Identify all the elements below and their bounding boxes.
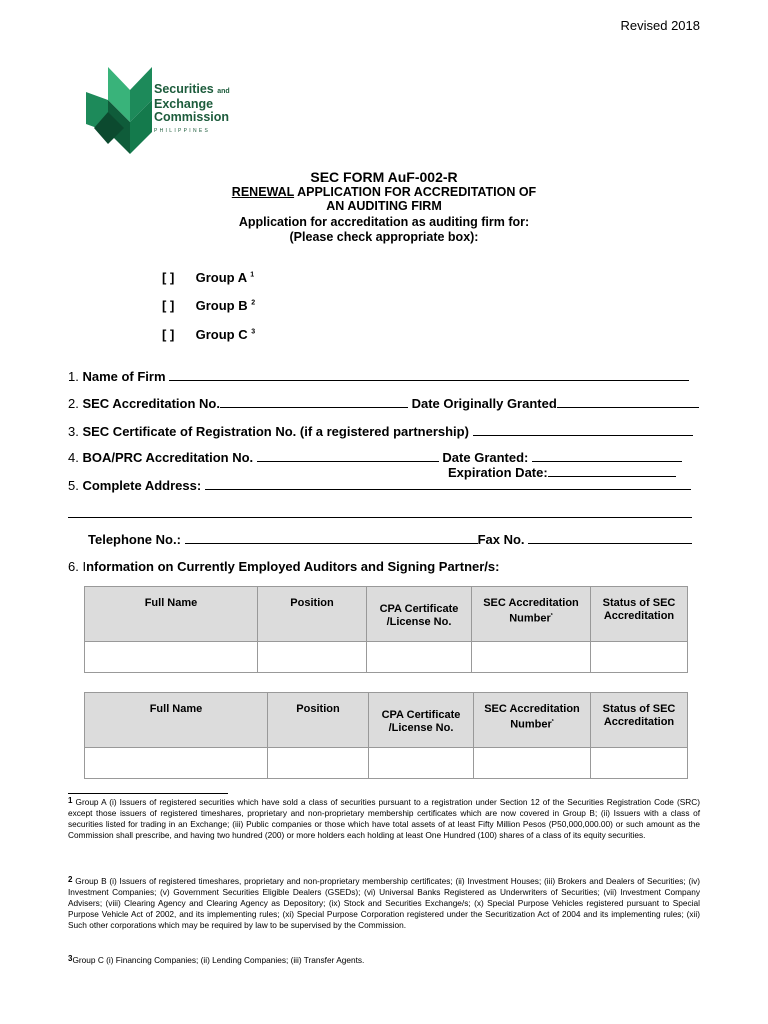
col-sec-accreditation: SEC Accreditation Number* <box>472 587 591 642</box>
col-sec-accreditation: SEC Accreditation Number* <box>474 693 591 748</box>
table-cell[interactable] <box>474 748 591 779</box>
table-cell[interactable] <box>472 642 591 673</box>
footnote-divider <box>68 793 228 794</box>
col-cpa-license: CPA Certificate /License No. <box>369 693 474 748</box>
table-row <box>85 642 688 673</box>
col-status: Status of SEC Accreditation <box>591 693 688 748</box>
table-cell[interactable] <box>268 748 369 779</box>
sec-logo-mark-icon <box>80 62 160 162</box>
footnote-3: $^3$Group C (i) Financing Companies; (ii) Lending Companies; (iii) Transfer Agents. <box>68 954 365 965</box>
telephone-fax-field: Telephone No.: Fax No. <box>88 532 692 547</box>
application-instructions: Application for accreditation as auditing firm for: (Please check appropriate box): <box>238 215 530 244</box>
table-cell[interactable] <box>258 642 367 673</box>
complete-address-input[interactable] <box>205 478 691 490</box>
table-cell[interactable] <box>369 748 474 779</box>
fax-input[interactable] <box>528 532 692 544</box>
sec-certificate-field: 3. SEC Certificate of Registration No. (if a registered partnership) <box>68 424 693 439</box>
sec-logo <box>66 52 244 156</box>
table-cell[interactable] <box>591 642 688 673</box>
boa-prc-field: 4. BOA/PRC Accreditation No. Date Granted: <box>68 450 682 465</box>
table-cell[interactable] <box>85 748 268 779</box>
col-position: Position <box>258 587 367 642</box>
address-line-2-input[interactable] <box>68 506 692 518</box>
sec-accreditation-field: 2. SEC Accreditation No. Date Originally Granted <box>68 396 699 411</box>
revised-date: Revised 2018 <box>620 18 700 33</box>
name-of-firm-input[interactable] <box>169 369 689 381</box>
footnote-1: $^1$ Group A (i) Issuers of registered securities which have sold a class of securities pursuant to a registration under Section 12 of the Securities Registration Code (SRC) except those issuers of registered timeshares, proprietary and non-proprietary membership certificates which are now covered in Group B; (ii) Issuers with a class of securities listed for trading in an Exchange; (iii) Public companies or those which have total assets of at least Fifty Million Pesos (P50,000,000.00) or such amount as the Commission shall prescribe, and having two hundred (200) or more holders each holding at least One Hundred (100) shares of a class of its equity securities. <box>68 796 700 840</box>
col-full-name: Full Name <box>85 587 258 642</box>
table-row <box>85 748 688 779</box>
group-c-checkbox[interactable]: [ ] Group C $^3$ <box>162 327 256 342</box>
boa-prc-input[interactable] <box>257 450 439 462</box>
group-b-checkbox[interactable]: [ ] Group B $^2$ <box>162 298 256 313</box>
form-code: SEC FORM AuF-002-R <box>310 169 458 185</box>
sec-certificate-input[interactable] <box>473 424 693 436</box>
complete-address-field: 5. Complete Address: <box>68 478 691 493</box>
table-cell[interactable] <box>367 642 472 673</box>
sec-logo-text: Securities and Exchange Commission PHILIPPINES <box>154 82 230 134</box>
application-title: RENEWAL APPLICATION FOR ACCREDITATION OF AN AUDITING FIRM <box>231 185 537 213</box>
date-originally-granted-input[interactable] <box>557 396 699 408</box>
table-cell[interactable] <box>591 748 688 779</box>
expiration-date-field: Expiration Date: <box>448 465 676 480</box>
expiration-date-input[interactable] <box>548 465 676 477</box>
auditors-table-1 <box>84 586 688 673</box>
name-of-firm-field: 1. Name of Firm <box>68 369 689 384</box>
col-cpa-license: CPA Certificate /License No. <box>367 587 472 642</box>
footnote-2: $^2$ Group B (i) Issuers of registered timeshares, proprietary and non-proprietary membership certificates; (ii) Investment Houses; (iii) Brokers and Dealers of Securities; (iv) Investment Companies; (v) Government Securities Eligible Dealers (GSEDs); (vi) Universal Banks Registered as Underwriters of Securities; (vii) Investment Company Advisers; (viii) Clearing Agency and Clearing Agency as Depository; (ix) Stock and Securities Exchange/s; (x) Special Purpose Vehicles registered pursuant to Special Purpose Vehicle Act of 2002, and its implementing rules; (xi) Special Purpose Corporation registered under the Securitization Act of 2004 and its implementing rules; (xii) Such other corporations which may be required by law to be supervised by the Commission. <box>68 875 700 930</box>
telephone-input[interactable] <box>185 532 478 544</box>
col-position: Position <box>268 693 369 748</box>
col-status: Status of SEC Accreditation <box>591 587 688 642</box>
sec-accreditation-input[interactable] <box>220 396 408 408</box>
auditors-table-2 <box>84 692 688 779</box>
table-cell[interactable] <box>85 642 258 673</box>
col-full-name: Full Name <box>85 693 268 748</box>
group-a-checkbox[interactable]: [ ] Group A $^1$ <box>162 270 255 285</box>
date-granted-input[interactable] <box>532 450 682 462</box>
section-6-heading: 6. Information on Currently Employed Auditors and Signing Partner/s: <box>68 559 500 574</box>
